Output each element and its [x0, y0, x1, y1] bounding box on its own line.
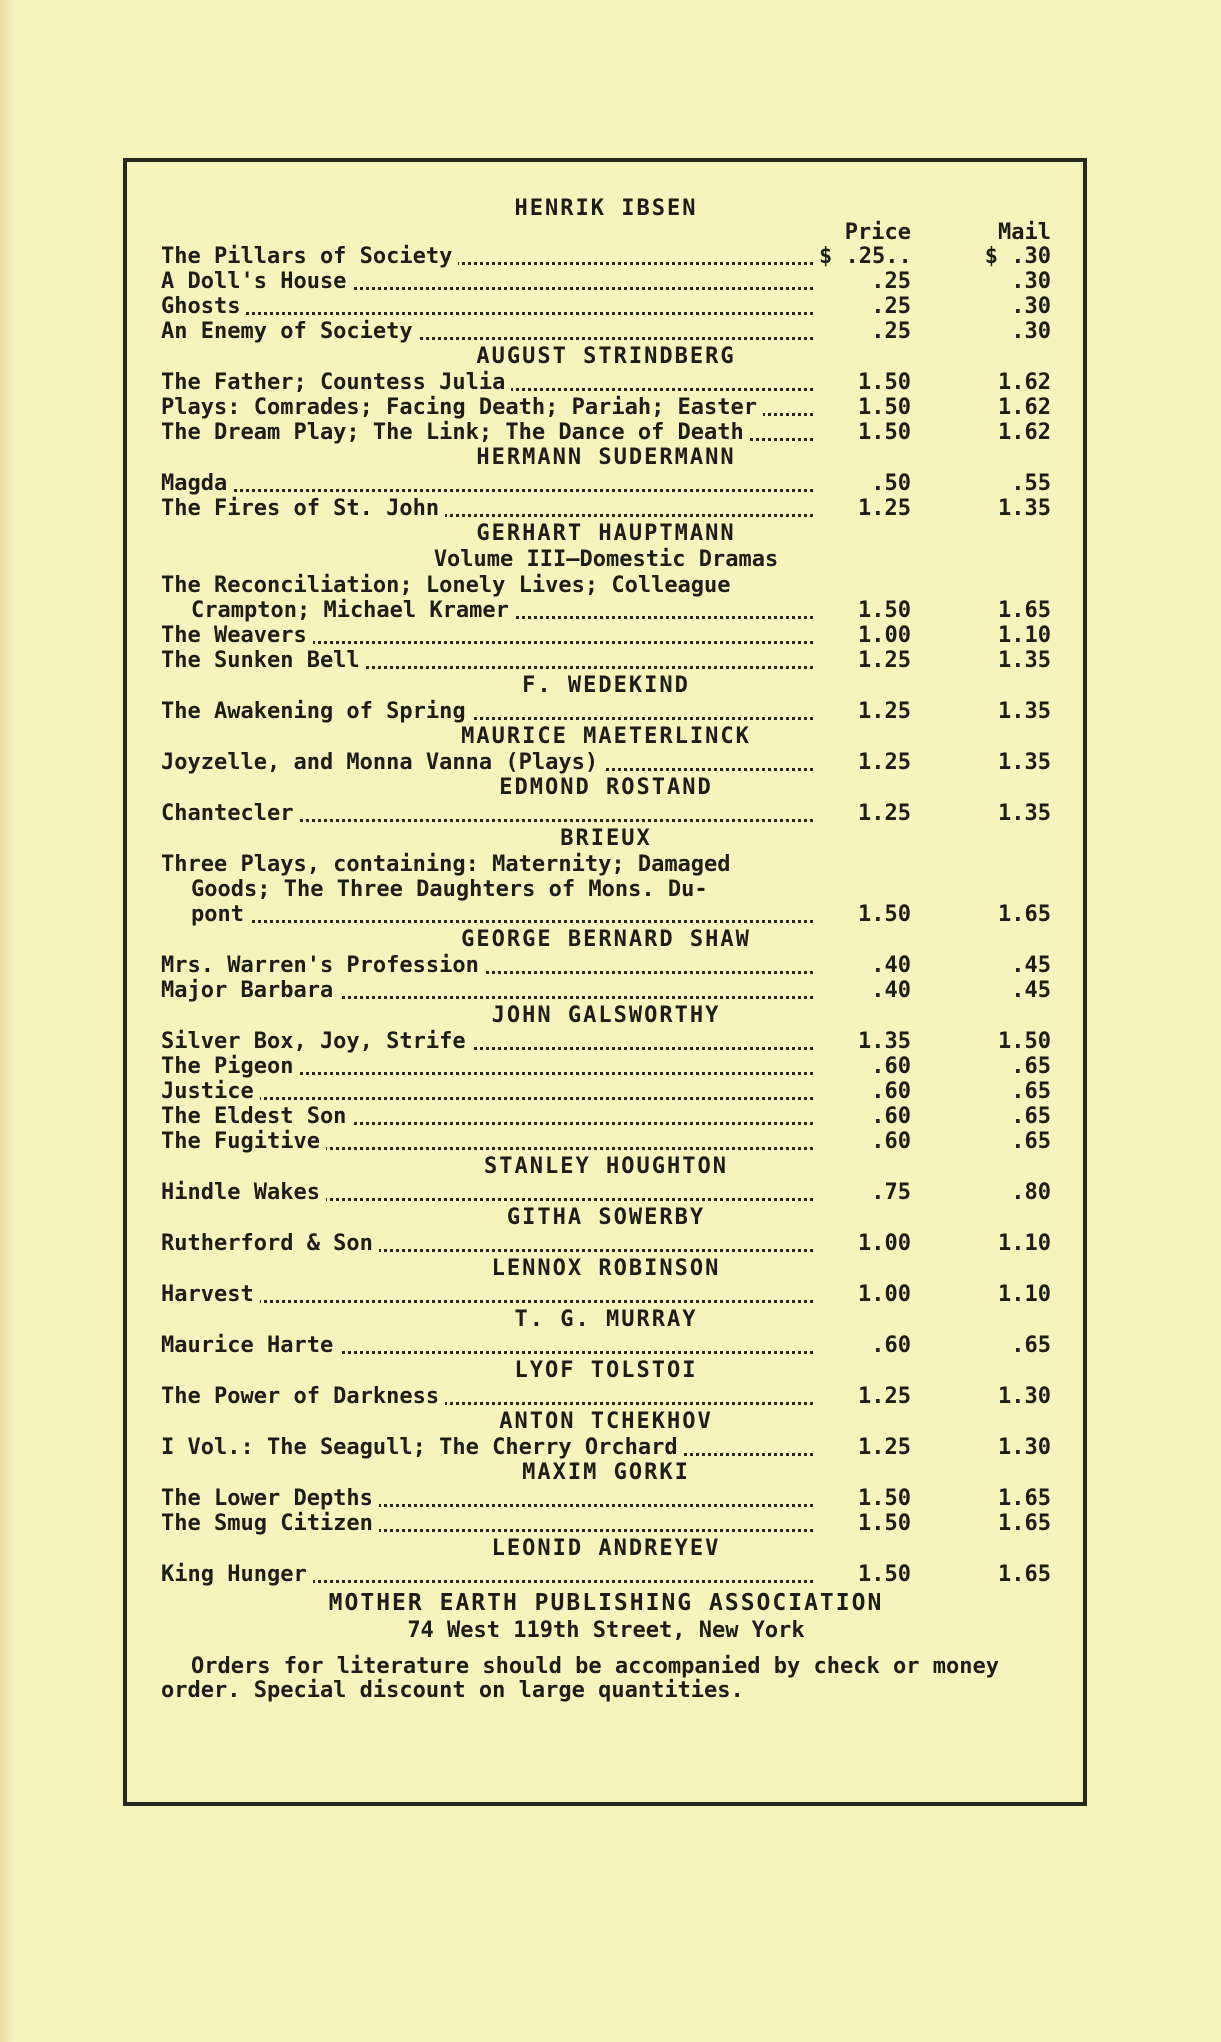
book-mail-price: .55 [1011, 471, 1051, 496]
book-mail-price: .30 [1011, 269, 1051, 294]
price-list-frame [123, 158, 1087, 1806]
book-title-cell [161, 699, 813, 724]
book-mail-price: .30 [1011, 294, 1051, 319]
book-price: 1.00 [858, 623, 911, 648]
book-title: An Enemy of Society [161, 319, 419, 344]
publisher-name: MOTHER EARTH PUBLISHING ASSOCIATION [328, 1590, 884, 1616]
book-title-cell [161, 1511, 813, 1536]
book-price: 1.50 [858, 1511, 911, 1536]
book-title-cell [161, 750, 813, 775]
book-row [161, 395, 1051, 420]
book-mail-price: 1.35 [998, 648, 1051, 673]
book-title: King Hunger [161, 1562, 313, 1587]
author-heading: HENRIK IBSEN [514, 196, 698, 221]
book-mail-price: 1.65 [998, 902, 1051, 927]
book-mail-price: .80 [1011, 1180, 1051, 1205]
book-mail-price: $ .30 [984, 244, 1051, 269]
book-title-cell [161, 1029, 813, 1054]
book-title: Plays: Comrades; Facing Death; Pariah; Easter [161, 395, 763, 420]
book-row [161, 269, 1051, 294]
book-title: Mrs. Warren's Profession [161, 953, 485, 978]
mail-column-header: Mail [998, 220, 1051, 245]
book-mail-price: 1.10 [998, 1282, 1051, 1307]
book-title: Silver Box, Joy, Strife [161, 1029, 472, 1054]
author-heading: GEORGE BERNARD SHAW [461, 927, 751, 952]
author-heading: HERMANN SUDERMANN [476, 445, 736, 470]
book-price: 1.25 [858, 699, 911, 724]
book-title-cell [161, 319, 813, 344]
author-heading: BRIEUX [560, 826, 652, 851]
book-mail-price: .65 [1011, 1129, 1051, 1154]
book-row [161, 420, 1051, 445]
book-title: The Sunken Bell [161, 648, 366, 673]
book-title: The Dream Play; The Link; The Dance of Death [161, 420, 750, 445]
book-title-cell [161, 623, 813, 648]
book-mail-price: .65 [1011, 1079, 1051, 1104]
book-title-cell [161, 801, 813, 826]
author-heading: AUGUST STRINDBERG [476, 344, 736, 369]
price-list [161, 196, 1051, 1703]
book-price: 1.50 [858, 395, 911, 420]
book-title-cell [161, 1129, 813, 1154]
book-row [161, 1079, 1051, 1104]
book-mail-price: 1.65 [998, 598, 1051, 623]
book-title: The Eldest Son [161, 1104, 352, 1129]
book-price: $ .25.. [819, 244, 912, 269]
book-title-cell [161, 1435, 813, 1460]
book-title: Chantecler [161, 801, 299, 826]
dot-leader [161, 312, 813, 315]
book-mail-price: .45 [1011, 978, 1051, 1003]
book-title: Magda [161, 471, 233, 496]
author-heading: LENNOX ROBINSON [491, 1256, 721, 1281]
author-heading: MAURICE MAETERLINCK [461, 724, 751, 749]
book-row [161, 1054, 1051, 1079]
book-title-cell [161, 953, 813, 978]
book-title: The Awakening of Spring [161, 699, 472, 724]
book-title-cell [161, 370, 813, 395]
book-title: Joyzelle, and Monna Vanna (Plays) [161, 750, 604, 775]
book-title-cell [161, 978, 813, 1003]
book-price: .25 [871, 269, 911, 294]
book-row [161, 1104, 1051, 1129]
book-price: 1.25 [858, 801, 911, 826]
book-title: Justice [161, 1079, 260, 1104]
book-price: .50 [871, 471, 911, 496]
book-mail-price: .65 [1011, 1104, 1051, 1129]
book-title-line [161, 877, 1051, 902]
book-title-cell [161, 269, 813, 294]
book-mail-price: 1.10 [998, 1231, 1051, 1256]
book-row [161, 699, 1051, 724]
book-price: 1.50 [858, 902, 911, 927]
author-heading: F. WEDEKIND [522, 673, 690, 698]
book-title-cell [161, 1384, 813, 1409]
book-title: Hindle Wakes [161, 1180, 326, 1205]
book-row [161, 1231, 1051, 1256]
book-mail-price: 1.35 [998, 750, 1051, 775]
book-row [161, 1180, 1051, 1205]
column-headers [161, 222, 1051, 244]
book-title: Harvest [161, 1282, 260, 1307]
book-title-cell [161, 395, 813, 420]
author-heading: LYOF TOLSTOI [514, 1358, 698, 1383]
book-price: 1.50 [858, 598, 911, 623]
book-title-cell [161, 471, 813, 496]
book-title-cell [161, 1054, 813, 1079]
book-price: 1.50 [858, 420, 911, 445]
book-title: The Smug Citizen [161, 1511, 379, 1536]
book-price: 1.50 [858, 370, 911, 395]
book-title-cell [161, 294, 813, 319]
book-title: Maurice Harte [161, 1333, 339, 1358]
book-row [161, 978, 1051, 1003]
book-mail-price: .65 [1011, 1333, 1051, 1358]
page-edge [0, 0, 14, 2042]
book-row [161, 750, 1051, 775]
author-heading: MAXIM GORKI [522, 1460, 690, 1485]
book-row [161, 623, 1051, 648]
book-mail-price: 1.30 [998, 1435, 1051, 1460]
book-title-cell [161, 496, 813, 521]
book-price: 1.50 [858, 1562, 911, 1587]
book-title-cell [161, 1486, 813, 1511]
book-price: 1.25 [858, 496, 911, 521]
book-row [161, 1435, 1051, 1460]
book-title-cell [161, 648, 813, 673]
book-price: 1.00 [858, 1231, 911, 1256]
author-heading: LEONID ANDREYEV [491, 1536, 721, 1561]
book-mail-price: 1.62 [998, 420, 1051, 445]
book-title: Three Plays, containing: Maternity; Damaged [161, 852, 731, 877]
order-note: Orders for literature should be accompanied by check or money order. Special discount on large quantities. [161, 1654, 999, 1703]
book-mail-price: 1.62 [998, 395, 1051, 420]
book-mail-price: 1.62 [998, 370, 1051, 395]
book-row [161, 1282, 1051, 1307]
book-title: Rutherford & Son [161, 1231, 379, 1256]
book-mail-price: 1.65 [998, 1511, 1051, 1536]
book-price: .40 [871, 953, 911, 978]
book-row [161, 244, 1051, 269]
book-row [161, 1333, 1051, 1358]
book-title: The Pillars of Society [161, 244, 458, 269]
book-price: .75 [871, 1180, 911, 1205]
book-mail-price: 1.50 [998, 1029, 1051, 1054]
book-title-cell [161, 1282, 813, 1307]
book-mail-price: 1.65 [998, 1562, 1051, 1587]
book-mail-price: 1.35 [998, 699, 1051, 724]
book-row [161, 1129, 1051, 1154]
book-title-cell [161, 1562, 813, 1587]
author-heading: GITHA SOWERBY [506, 1205, 706, 1230]
book-price: .60 [871, 1104, 911, 1129]
book-title-line [161, 573, 1051, 598]
book-price: 1.25 [858, 1384, 911, 1409]
book-title: A Doll's House [161, 269, 352, 294]
book-mail-price: 1.35 [998, 801, 1051, 826]
book-price: 1.50 [858, 1486, 911, 1511]
book-row [161, 953, 1051, 978]
book-price: .60 [871, 1333, 911, 1358]
book-title-cell [191, 598, 813, 623]
book-title: The Power of Darkness [161, 1384, 445, 1409]
book-title: The Fires of St. John [161, 496, 445, 521]
book-title-cell [161, 1104, 813, 1129]
book-row [161, 1486, 1051, 1511]
book-title-cell [161, 1180, 813, 1205]
book-mail-price: .30 [1011, 319, 1051, 344]
book-row [161, 1029, 1051, 1054]
book-mail-price: 1.10 [998, 623, 1051, 648]
book-title-line [161, 852, 1051, 877]
book-title: The Reconciliation; Lonely Lives; Colleague [161, 573, 731, 598]
book-title-cell [161, 1333, 813, 1358]
book-title-continued: pont [191, 902, 250, 927]
book-title-cell [161, 244, 813, 269]
author-heading: ANTON TCHEKHOV [499, 1409, 713, 1434]
book-row [161, 370, 1051, 395]
book-price: .25 [871, 294, 911, 319]
author-heading: GERHART HAUPTMANN [476, 521, 736, 546]
book-title: The Father; Countess Julia [161, 370, 511, 395]
book-row [161, 319, 1051, 344]
dot-leader [161, 489, 813, 492]
book-title-cell [191, 902, 813, 927]
book-price: .60 [871, 1079, 911, 1104]
book-row [161, 902, 1051, 927]
book-price: 1.35 [858, 1029, 911, 1054]
book-mail-price: .65 [1011, 1054, 1051, 1079]
volume-subheading: Volume III—Domestic Dramas [433, 547, 779, 572]
author-heading: T. G. MURRAY [514, 1307, 698, 1332]
book-title-continued: Goods; The Three Daughters of Mons. Du- [191, 877, 708, 902]
book-title-cell [161, 1231, 813, 1256]
book-row [161, 496, 1051, 521]
author-heading: JOHN GALSWORTHY [491, 1003, 721, 1028]
book-price: 1.25 [858, 1435, 911, 1460]
book-price: 1.00 [858, 1282, 911, 1307]
book-row [161, 1562, 1051, 1587]
book-row [161, 1384, 1051, 1409]
book-price: .60 [871, 1054, 911, 1079]
book-row [161, 294, 1051, 319]
book-title: The Weavers [161, 623, 313, 648]
book-title: The Pigeon [161, 1054, 299, 1079]
book-price: .40 [871, 978, 911, 1003]
book-row [161, 471, 1051, 496]
book-title: Major Barbara [161, 978, 339, 1003]
book-row [161, 598, 1051, 623]
price-column-header: Price [844, 220, 911, 245]
book-price: .60 [871, 1129, 911, 1154]
publisher-address: 74 West 119th Street, New York [407, 1618, 805, 1643]
book-row [161, 1511, 1051, 1536]
book-row [161, 801, 1051, 826]
book-price: .25 [871, 319, 911, 344]
book-price: 1.25 [858, 648, 911, 673]
dot-leader [191, 920, 813, 923]
book-title: The Lower Depths [161, 1486, 379, 1511]
book-row [161, 648, 1051, 673]
book-title-continued: Crampton; Michael Kramer [191, 598, 515, 623]
book-mail-price: 1.35 [998, 496, 1051, 521]
book-title-cell [161, 1079, 813, 1104]
book-title: The Fugitive [161, 1129, 326, 1154]
author-heading: STANLEY HOUGHTON [484, 1154, 728, 1179]
book-mail-price: .45 [1011, 953, 1051, 978]
book-title: Ghosts [161, 294, 246, 319]
book-title-cell [161, 420, 813, 445]
book-mail-price: 1.30 [998, 1384, 1051, 1409]
book-mail-price: 1.65 [998, 1486, 1051, 1511]
author-heading: EDMOND ROSTAND [499, 775, 713, 800]
book-title: I Vol.: The Seagull; The Cherry Orchard [161, 1435, 684, 1460]
book-price: 1.25 [858, 750, 911, 775]
